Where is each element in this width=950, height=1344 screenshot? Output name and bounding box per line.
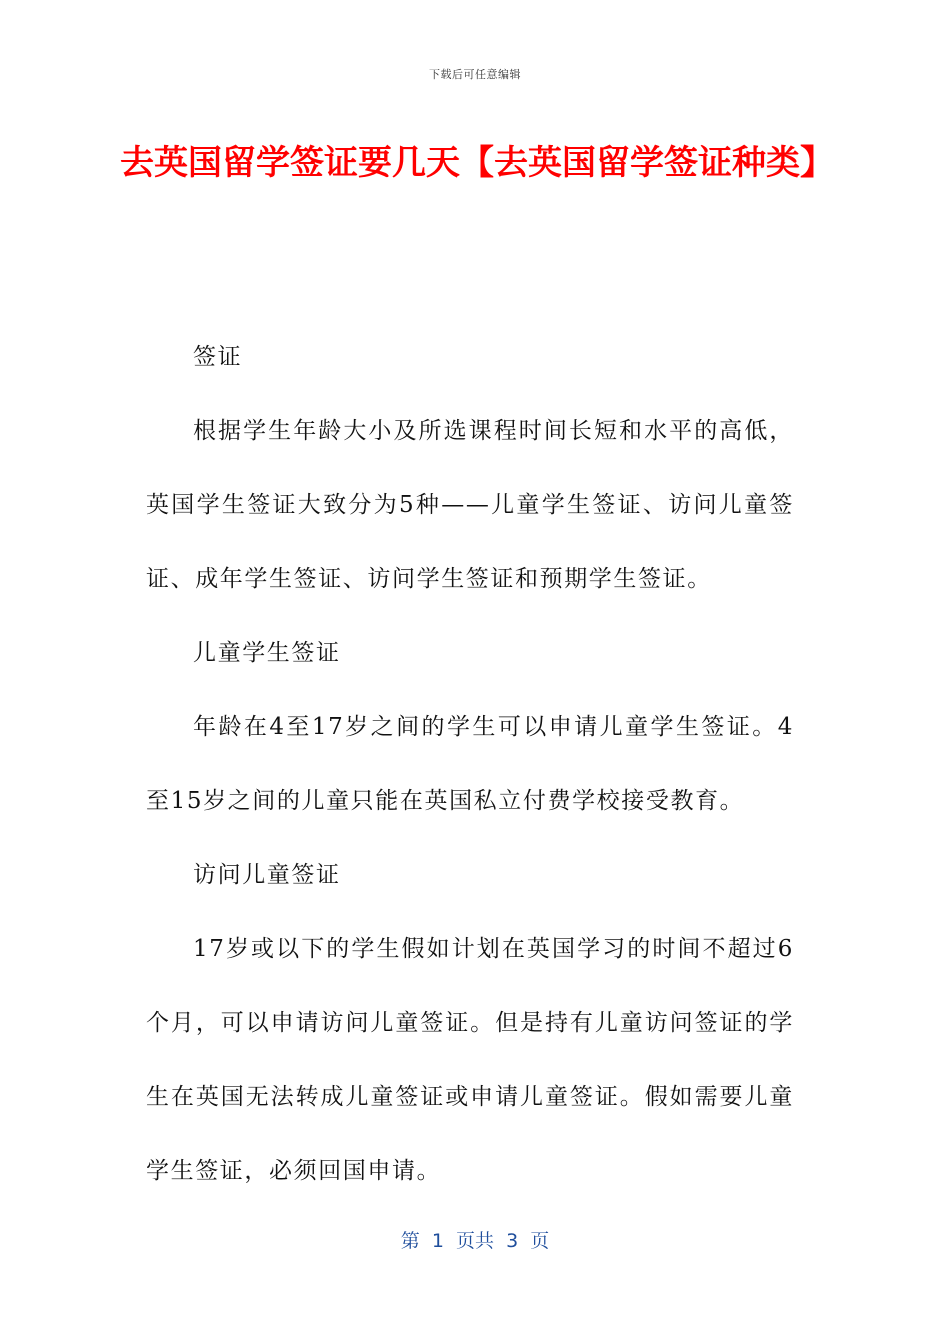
paragraph-child-student-visa: 年龄在4至17岁之间的学生可以申请儿童学生签证。4至15岁之间的儿童只能在英国私立付费学校接受教育。	[146, 714, 794, 814]
section-heading-child-visitor-visa: 访问儿童签证	[193, 862, 341, 888]
section-heading-visa: 签证	[193, 344, 243, 370]
paragraph-visa-types: 根据学生年龄大小及所选课程时间长短和水平的高低，英国学生签证大致分为5种——儿童学生签证、访问儿童签证、成年学生签证、访问学生签证和预期学生签证。	[146, 418, 794, 592]
document-title: 去英国留学签证要几天【去英国留学签证种类】	[120, 143, 834, 183]
section-heading-child-student-visa: 儿童学生签证	[193, 640, 341, 666]
page-number-footer: 第 1 页共 3 页	[400, 1230, 550, 1252]
header-note: 下载后可任意编辑	[429, 68, 521, 81]
paragraph-child-visitor-visa: 17岁或以下的学生假如计划在英国学习的时间不超过6个月，可以申请访问儿童签证。但是持有儿童访问签证的学生在英国无法转成儿童签证或申请儿童签证。假如需要儿童学生签证，必须回国申请。	[146, 936, 794, 1184]
document-body	[146, 320, 794, 1208]
